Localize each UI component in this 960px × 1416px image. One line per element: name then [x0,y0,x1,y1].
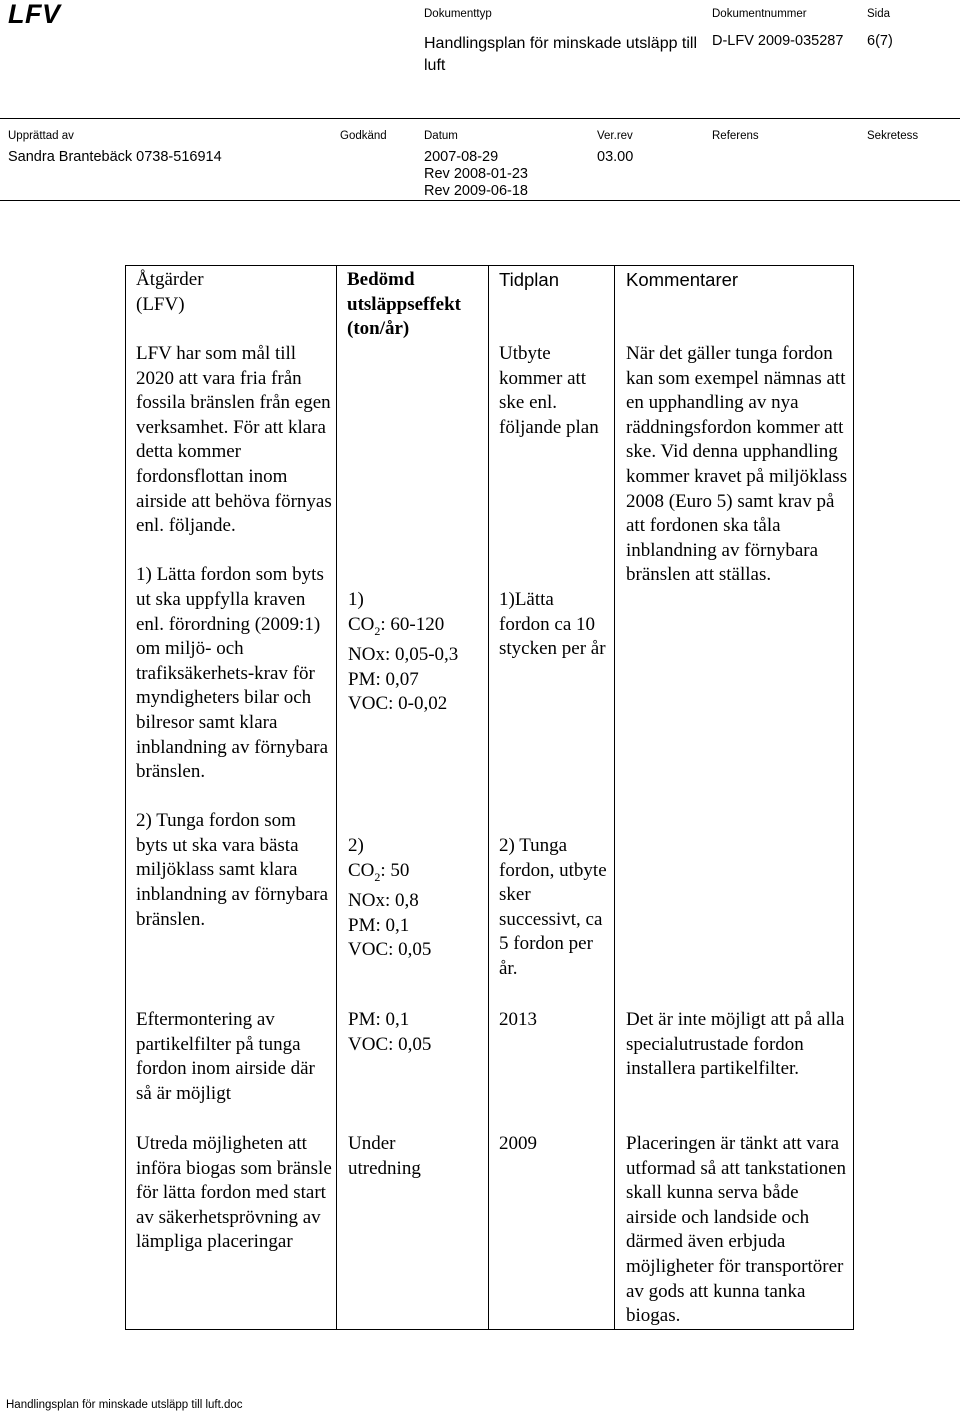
co2-subscript: 2 [374,869,381,884]
row3-schedule [499,1132,607,1157]
row2-effect-voc: VOC: 0,05 [348,1033,432,1055]
header-schedule-label: Tidplan [499,269,559,290]
row3-action [136,1132,332,1255]
version-value: 03.00 [597,149,634,165]
document-dates [424,149,528,200]
prepared-by: Sandra Brantebäck 0738-516914 [8,149,222,165]
date-original: 2007-08-29 [424,149,499,165]
row2-effect-pm: PM: 0,1 [348,1009,410,1030]
row3-comment-text: Placeringen är tänkt att vara utformad så att tankstationen skall kunna serva både airside och landside och därmed även erbjuda möjligheter för transportörer av gods att kunna tanka biogas. [626,1133,847,1327]
table-border-left [125,265,126,1330]
effect-2-num: 2) [348,835,364,856]
schedule-heavy-vehicles [499,834,607,982]
effect-light-vehicles [348,588,484,717]
table-bottom-border [125,1329,854,1330]
header-effect-label: Bedömd utsläppseffekt (ton/år) [347,269,462,340]
schedule-intro [499,342,607,440]
logo: LFV [8,0,61,29]
comment-row1-text: När det gäller tunga fordon kan som exempel nämnas att en upphandling av nya räddningsfordon kommer att ske. Vid denna upphandling kommer kravet på miljöklass 2008 (Euro 5) samt krav på att fordonen ska tåla inblandning av förnybara bränslen att ställas. [626,343,848,586]
header-actions [136,268,326,317]
version-label: Ver.rev [597,130,633,142]
co2-label: CO [348,613,375,635]
effect-2-nox: NOx: 0,8 [348,889,419,911]
row1-actions [136,342,332,932]
effect-1-nox: NOx: 0,05-0,3 [348,643,459,665]
co2-label: CO [348,859,375,881]
action-intro: LFV har som mål till 2020 att vara fria från fossila bränslen från egen verksamhet. För att klara detta kommer fordonsflottan inom airside att behöva förnyas enl. följande. [136,343,332,537]
effect-1-co2 [348,613,484,643]
header-schedule [499,268,609,293]
footer-filename: Handlingsplan för minskade utsläpp till luft.doc [6,1399,243,1411]
prepared-by-label: Upprättad av [8,130,74,142]
page-label: Sida [867,8,891,20]
doc-type-label: Dokumenttyp [424,8,492,20]
row2-comment-text: Det är inte möjligt att på alla specialutrustade fordon installera partikelfilter. [626,1009,845,1080]
row2-action-text: Eftermontering av partikelfilter på tunga fordon inom airside där så är möjligt [136,1009,315,1104]
confidentiality-label: Sekretess [867,130,919,142]
row3-comment [626,1132,851,1329]
row2-schedule [499,1008,607,1033]
table-divider-3 [614,265,615,1330]
document-title: Handlingsplan för minskade utsläpp till luft [424,35,698,74]
co2-subscript: 2 [374,623,381,638]
header-effect [347,268,485,342]
table-divider-2 [488,265,489,1330]
row2-schedule-text: 2013 [499,1009,537,1030]
header-bottom-rule [0,200,960,201]
approved-label: Godkänd [340,130,387,142]
date-rev-1: Rev 2008-01-23 [424,166,528,182]
header-comments-label: Kommentarer [626,269,739,290]
row3-effect-text: Under utredning [348,1133,421,1179]
document-number: D-LFV 2009-035287 [712,33,844,49]
schedule-light-vehicles [499,588,607,662]
effect-1-num: 1) [348,589,364,610]
action-light-vehicles: 1) Lätta fordon som byts ut ska uppfylla kraven enl. förordning (2009:1) om miljö- och trafiksäkerhets-krav för myndigheters bilar och bilresor samt klara inblandning av förnybara bränslen. [136,564,329,783]
table-border-right [853,265,854,1330]
reference-label: Referens [712,130,759,142]
row2-effect [348,1008,484,1057]
row2-action [136,1008,332,1106]
effect-2-voc: VOC: 0,05 [348,939,432,961]
comment-row1 [626,342,851,588]
schedule-intro-text: Utbyte kommer att ske enl. följande plan [499,343,599,438]
co2-value: : 50 [380,859,410,881]
effect-2-co2 [348,859,484,889]
header-comments [626,268,851,293]
row3-schedule-text: 2009 [499,1133,537,1154]
schedule-1-text: 1)Lätta fordon ca 10 stycken per år [499,589,606,660]
effect-1-pm: PM: 0,07 [348,668,419,690]
row2-comment [626,1008,851,1082]
effect-2-pm: PM: 0,1 [348,914,410,936]
header-actions-label: Åtgärder (LFV) [136,269,204,315]
effect-1-voc: VOC: 0-0,02 [348,693,448,715]
doc-number-label: Dokumentnummer [712,8,807,20]
effect-heavy-vehicles [348,834,484,963]
table-top-border [125,265,854,266]
page-number: 6(7) [867,33,893,49]
co2-value: : 60-120 [380,613,445,635]
schedule-2-text: 2) Tunga fordon, utbyte sker successivt, ca 5 fordon per år. [499,835,607,979]
header-rule [0,118,960,119]
row3-action-text: Utreda möjligheten att införa biogas som bränsle för lätta fordon med start av säkerhetsprövning av lämpliga placeringar [136,1133,332,1253]
row3-effect [348,1132,458,1181]
table-divider-1 [336,265,337,1330]
date-rev-2: Rev 2009-06-18 [424,183,528,199]
date-label: Datum [424,130,458,142]
action-heavy-vehicles: 2) Tunga fordon som byts ut ska vara bästa miljöklass samt klara inblandning av förnybara bränslen. [136,810,329,930]
